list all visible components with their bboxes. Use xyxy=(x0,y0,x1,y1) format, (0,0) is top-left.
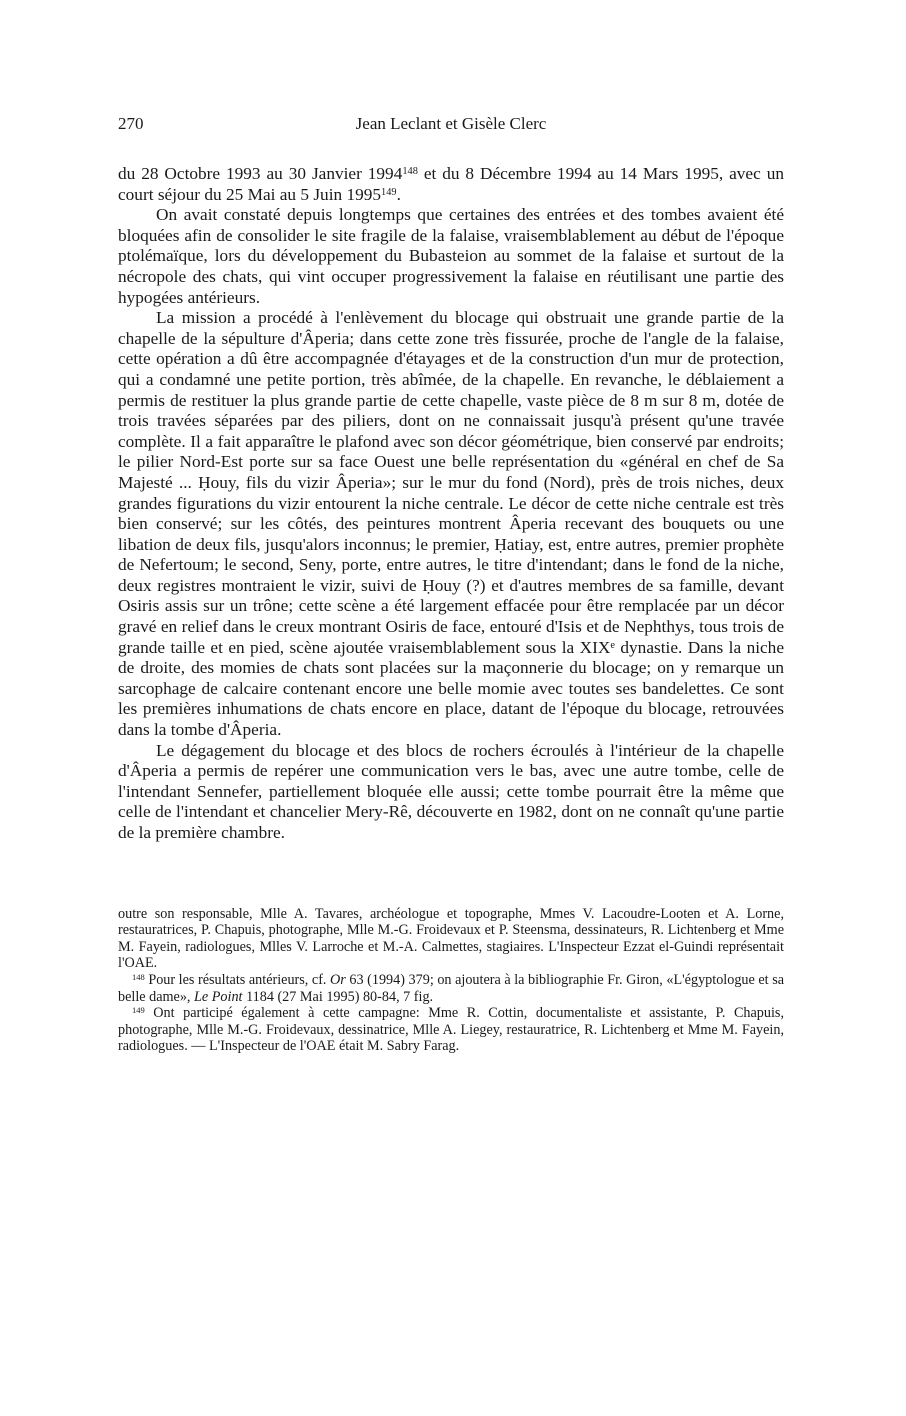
footnotes xyxy=(118,906,784,1055)
footnote-149-text: Ont participé également à cette campagne: Mme R. Cottin, documentaliste et assistante, P. Chapuis, photographe, Mlle M.-G. Froidevaux, dessinatrice, Mlle A. Liegey, restauratrice, R. Lichtenberg et Mme M. Fayein, radiologues. — L'Inspecteur de l'OAE était M. Sabry Farag. xyxy=(118,1005,784,1055)
footnote-148 xyxy=(118,972,784,1005)
paragraph-3-text-a: La mission a procédé à l'enlèvement du blocage qui obstruait une grande partie de la chapelle de la sépulture d'Âperia; dans cette zone très fissurée, proche de l'angle de la falaise, cette opération a dû être accompagnée d'étayages et de la construction d'un mur de protection, qui a condamné une petite portion, très abîmée, de la chapelle. En revanche, le déblaiement a permis de restituer la plus grande partie de cette chapelle, vaste pièce de 8 m sur 8 m, dotée de trois travées séparées par des piliers, dont on ne connaissait jusqu'à présent qu'une travée complète. Il a fait apparaître le plafond avec son décor géométrique, bien conservé par endroits; le pilier Nord-Est porte sur sa face Ouest une belle représentation du «général en chef de Sa Majesté ... Ḥouy, fils du vizir Âperia»; sur le mur du fond (Nord), près de trois niches, deux grandes figurations du vizir entourent la niche centrale. Le décor de cette niche centrale est très bien conservé; sur les côtés, des peintures montrent Âperia recevant des bouquets ou une libation de deux fils, jusqu'alors inconnus; le premier, Ḥatiay, est, entre autres, premier prophète de Nefertoum; le second, Seny, porte, entre autres, le titre d'intendant; dans le fond de la niche, deux registres montraient le vizir, suivi de Ḥouy (?) et d'autres membres de sa famille, devant Osiris assis sur un trône; cette scène a été largement effacée pour être remplacée par un décor gravé en relief dans le creux montrant Osiris de face, entouré d'Isis et de Nephthys, tous trois de grande taille et en pied, scène ajoutée vraisemblablement sous la XIX xyxy=(118,308,784,657)
paragraph-1 xyxy=(118,164,784,205)
paragraph-4: Le dégagement du blocage et des blocs de rochers écroulés à l'intérieur de la chapelle d'Âperia a permis de repérer une communication vers le bas, avec une autre tombe, celle de l'intendant Sennefer, partiellement bloquée elle aussi; cette tombe pourrait être la même que celle de l'intendant et chancelier Mery-Rê, découverte en 1982, dont on ne connaît qu'une partie de la première chambre. xyxy=(118,740,784,842)
footnote-148-text-a: Pour les résultats antérieurs, cf. xyxy=(144,971,331,988)
page-number: 270 xyxy=(118,114,144,133)
footnote-148-journal: Or xyxy=(330,971,346,988)
footnote-148-number: 148 xyxy=(132,971,145,982)
footnote-148-magazine: Le Point xyxy=(194,988,243,1005)
body-text xyxy=(118,164,784,844)
paragraph-1-text-a: du 28 Octobre 1993 au 30 Janvier 1994 xyxy=(118,164,403,183)
paragraph-1-text-c: . xyxy=(396,184,401,204)
paragraph-1-text-b: et du 8 Décembre 1994 au 14 Mars 1995, avec un court séjour du 25 Mai au 5 Juin 1995 xyxy=(118,164,784,204)
running-head-authors: Jean Leclant et Gisèle Clerc xyxy=(355,114,547,133)
footnote-continued: outre son responsable, Mlle A. Tavares, archéologue et topographe, Mmes V. Lacoudre-Looten et A. Lorne, restauratrices, P. Chapuis, photographe, Mlle M.-G. Froidevaux et P. Steensma, dessinateurs, R. Lichtenberg et Mme M. Fayein, radiologues, Mlles V. Larroche et M.-A. Calmettes, stagiaires. L'Inspecteur Ezzat el-Guindi représentait l'OAE. xyxy=(118,905,784,972)
footnote-149 xyxy=(118,1005,784,1055)
paragraph-3 xyxy=(118,308,784,740)
running-head xyxy=(118,114,784,138)
paragraph-2: On avait constaté depuis longtemps que certaines des entrées et des tombes avaient été bloquées afin de consolider le site fragile de la falaise, vraisemblablement au début de l'époque ptolémaïque, lors du développement du Bubasteion au sommet de la falaise et surtout de la nécropole des chats, qui vint occuper progressivement la falaise en réutilisant une partie des hypogées antérieurs. xyxy=(118,205,784,307)
footnote-148-text-b: 63 (1994) 379; on ajoutera à la bibliographie Fr. Giron, «L'égyptologue et sa belle dame», xyxy=(118,971,785,1005)
page xyxy=(118,114,784,1055)
footnote-148-text-c: 1184 (27 Mai 1995) 80-84, 7 fig. xyxy=(242,988,434,1005)
paragraph-3-text-b: dynastie. Dans la niche de droite, des momies de chats sont placées sur la maçonnerie du blocage; on y remarque un sarcophage de calcaire contenant encore une belle momie avec toutes ses bandelettes. Ce sont les premières inhumations de chats encore en place, datant de l'époque du blocage, retrouvées dans la tombe d'Âperia. xyxy=(118,637,784,740)
footnote-149-number: 149 xyxy=(132,1004,145,1015)
footnote-ref-148: 148 xyxy=(402,165,418,177)
footnote-ref-149: 149 xyxy=(381,186,397,198)
superscript-e: e xyxy=(610,639,615,651)
